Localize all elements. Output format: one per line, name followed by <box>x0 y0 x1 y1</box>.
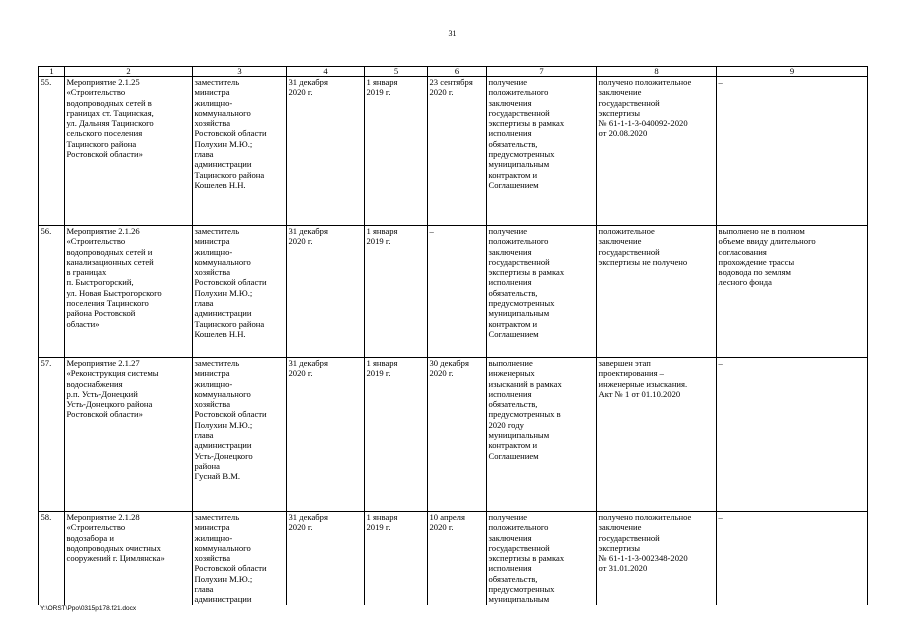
cell-text-line: глава <box>194 149 214 160</box>
cell-text-line: жилищно- <box>194 378 233 389</box>
cell-text-line: заместитель <box>194 512 240 522</box>
plan-end-cell <box>287 512 365 605</box>
cell-text-line: 31 декабря <box>288 226 328 236</box>
cell-text-line: 2020 г. <box>288 522 313 533</box>
cell-text-line: № 61-1-1-3-002348-2020 <box>598 553 688 564</box>
cell-text-line: положительное <box>598 226 655 236</box>
cell-text-line: предусмотренных <box>488 149 555 160</box>
cell-text-line: хозяйства <box>194 118 231 129</box>
cell-text-line: обязательств, <box>488 138 538 149</box>
fact-start-cell <box>365 512 428 605</box>
event-cell <box>65 512 193 605</box>
cell-text-line: Соглашением <box>488 179 539 190</box>
cell-text-line: коммунального <box>194 388 251 399</box>
problems-cell <box>717 512 868 605</box>
cell-text-line: водопроводных сетей и <box>66 246 153 257</box>
plan-end-cell <box>287 77 365 226</box>
cell-text-line: водопроводных сетей в <box>66 97 152 108</box>
column-header: 3 <box>193 67 287 77</box>
cell-text-line: коммунального <box>194 542 251 553</box>
cell-text-line: 2019 г. <box>366 236 391 247</box>
result-fact-cell <box>597 358 717 512</box>
cell-text-line: положительного <box>488 87 549 98</box>
responsible-cell <box>193 358 287 512</box>
cell-text-line: Ростовской области <box>194 277 267 288</box>
cell-text-line: хозяйства <box>194 267 231 278</box>
responsible-cell <box>193 512 287 605</box>
cell-text-line: заключение <box>598 87 642 98</box>
cell-text-line: – <box>718 358 723 368</box>
cell-text-line: водоснабжения <box>66 378 123 389</box>
cell-text-line: исполнения <box>488 388 532 399</box>
cell-text-line: – <box>718 512 723 522</box>
cell-text-line: района Ростовской <box>66 308 136 319</box>
result-fact-cell <box>597 226 717 358</box>
cell-text-line: Ростовской области» <box>66 409 143 420</box>
report-table <box>38 66 868 605</box>
plan-end-cell <box>287 226 365 358</box>
footer-file-path: Y:\ORST\Ppo\0315p178.f21.docx <box>40 605 137 612</box>
column-header: 7 <box>487 67 597 77</box>
cell-text-line: Полухин М.Ю.; <box>194 573 253 584</box>
cell-text-line: «Строительство <box>66 87 126 98</box>
fact-start-cell <box>365 226 428 358</box>
cell-text-line: министра <box>194 368 230 379</box>
cell-text-line: министра <box>194 87 230 98</box>
cell-text-line: – <box>429 226 434 236</box>
cell-text-line: Кошелев Н.Н. <box>194 328 246 339</box>
cell-text-line: выполнено не в полном <box>718 226 805 236</box>
table-row <box>39 77 868 226</box>
cell-text-line: коммунального <box>194 107 251 118</box>
fact-end-cell <box>428 358 487 512</box>
cell-text-line: государственной <box>488 256 550 267</box>
fact-end-cell <box>428 77 487 226</box>
problems-cell <box>717 226 868 358</box>
cell-text-line: в границах <box>66 267 107 278</box>
cell-text-line: государственной <box>488 107 550 118</box>
column-header: 9 <box>717 67 868 77</box>
cell-text-line: заключение <box>598 522 642 533</box>
cell-text-line: контрактом и <box>488 318 538 329</box>
cell-text-line: 2020 г. <box>429 368 454 379</box>
cell-text-line: Соглашением <box>488 450 539 461</box>
cell-text-line: получение <box>488 77 528 87</box>
cell-text-line: 2020 г. <box>288 236 313 247</box>
cell-text-line: предусмотренных <box>488 298 555 309</box>
cell-text-line: экспертизы <box>598 542 641 553</box>
cell-text-line: сооружений г. Цимлянска» <box>66 553 165 564</box>
result-fact-cell <box>597 77 717 226</box>
cell-text-line: 1 января <box>366 512 398 522</box>
problems-cell <box>717 77 868 226</box>
cell-text-line: государственной <box>598 532 660 543</box>
cell-text-line: 2020 г. <box>288 368 313 379</box>
cell-text-line: заключения <box>488 246 532 257</box>
cell-text-line: Тацинского района <box>66 138 137 149</box>
cell-text-line: Акт № 1 от 01.10.2020 <box>598 388 681 399</box>
result-plan-cell <box>487 512 597 605</box>
responsible-cell <box>193 226 287 358</box>
result-plan-cell <box>487 358 597 512</box>
cell-text-line: положительного <box>488 236 549 247</box>
table-row <box>39 358 868 512</box>
cell-text-line: № 61-1-1-3-040092-2020 <box>598 118 688 129</box>
fact-start-cell <box>365 358 428 512</box>
column-header: 2 <box>65 67 193 77</box>
cell-text-line: государственной <box>598 97 660 108</box>
cell-text-line: 31 декабря <box>288 77 328 87</box>
cell-text-line: государственной <box>598 246 660 257</box>
cell-text-line: Мероприятие 2.1.27 <box>66 358 140 368</box>
column-header: 6 <box>428 67 487 77</box>
column-header: 5 <box>365 67 428 77</box>
cell-text-line: экспертизы в рамках <box>488 118 565 129</box>
cell-text-line: коммунального <box>194 256 251 267</box>
cell-text-line: хозяйства <box>194 553 231 564</box>
cell-text-line: администрации <box>194 159 252 170</box>
cell-text-line: Мероприятие 2.1.26 <box>66 226 140 236</box>
cell-text-line: Соглашением <box>488 328 539 339</box>
cell-text-line: границах ст. Тацинская, <box>66 107 154 118</box>
cell-text-line: получено положительное <box>598 77 692 87</box>
cell-text-line: министра <box>194 522 230 533</box>
column-header: 8 <box>597 67 717 77</box>
cell-text-line: 1 января <box>366 358 398 368</box>
cell-text-line: Ростовской области <box>194 563 267 574</box>
row-number: 58. <box>39 512 65 605</box>
cell-text-line: предусмотренных в <box>488 409 561 420</box>
cell-text-line: глава <box>194 298 214 309</box>
cell-text-line: муниципальным <box>488 308 550 319</box>
cell-text-line: р.п. Усть-Донецкий <box>66 388 138 399</box>
cell-text-line: водовода по землям <box>718 267 791 278</box>
cell-text-line: получение <box>488 226 528 236</box>
cell-text-line: 2019 г. <box>366 368 391 379</box>
cell-text-line: экспертизы в рамках <box>488 267 565 278</box>
cell-text-line: Мероприятие 2.1.25 <box>66 77 140 87</box>
cell-text-line: заключение <box>598 236 642 247</box>
fact-end-cell <box>428 512 487 605</box>
cell-text-line: 23 сентября <box>429 77 473 87</box>
cell-text-line: экспертизы не получено <box>598 256 688 267</box>
cell-text-line: завершен этап <box>598 358 651 368</box>
cell-text-line: государственной <box>488 542 550 553</box>
cell-text-line: 1 января <box>366 226 398 236</box>
cell-text-line: проектирования – <box>598 368 664 379</box>
cell-text-line: муниципальным <box>488 159 550 170</box>
cell-text-line: жилищно- <box>194 246 233 257</box>
cell-text-line: района <box>194 460 220 471</box>
cell-text-line: экспертизы в рамках <box>488 553 565 564</box>
cell-text-line: водопроводных очистных <box>66 542 161 553</box>
cell-text-line: «Реконструкция системы <box>66 368 159 379</box>
page-number: 31 <box>448 29 457 38</box>
cell-text-line: инженерных <box>488 368 535 379</box>
cell-text-line: жилищно- <box>194 97 233 108</box>
cell-text-line: 10 апреля <box>429 512 465 522</box>
cell-text-line: экспертизы <box>598 107 641 118</box>
cell-text-line: положительного <box>488 522 549 533</box>
cell-text-line: обязательств, <box>488 287 538 298</box>
cell-text-line: Полухин М.Ю.; <box>194 419 253 430</box>
cell-text-line: Мероприятие 2.1.28 <box>66 512 140 522</box>
cell-text-line: п. Быстрогорский, <box>66 277 134 288</box>
row-number: 57. <box>39 358 65 512</box>
cell-text-line: Полухин М.Ю.; <box>194 138 253 149</box>
cell-text-line: заместитель <box>194 77 240 87</box>
cell-text-line: изысканий в рамках <box>488 378 562 389</box>
cell-text-line: прохождение трассы <box>718 256 795 267</box>
result-fact-cell <box>597 512 717 605</box>
cell-text-line: контрактом и <box>488 169 538 180</box>
column-header: 1 <box>39 67 65 77</box>
cell-text-line: получено положительное <box>598 512 692 522</box>
cell-text-line: исполнения <box>488 563 532 574</box>
cell-text-line: 2020 г. <box>429 87 454 98</box>
fact-end-cell <box>428 226 487 358</box>
cell-text-line: от 20.08.2020 <box>598 128 648 139</box>
cell-text-line: ул. Дальняя Тацинского <box>66 118 154 129</box>
cell-text-line: «Строительство <box>66 522 126 533</box>
cell-text-line: области» <box>66 318 100 329</box>
cell-text-line: водозабора и <box>66 532 114 543</box>
cell-text-line: канализационных сетей <box>66 256 154 267</box>
cell-text-line: исполнения <box>488 277 532 288</box>
cell-text-line: 31 декабря <box>288 512 328 522</box>
cell-text-line: хозяйства <box>194 399 231 410</box>
plan-end-cell <box>287 358 365 512</box>
cell-text-line: 2020 г. <box>288 87 313 98</box>
cell-text-line: муниципальным <box>488 594 550 605</box>
cell-text-line: заместитель <box>194 358 240 368</box>
cell-text-line: глава <box>194 430 214 441</box>
table-row <box>39 226 868 358</box>
cell-text-line: администрации <box>194 308 252 319</box>
cell-text-line: 2019 г. <box>366 87 391 98</box>
cell-text-line: Кошелев Н.Н. <box>194 179 246 190</box>
event-cell <box>65 226 193 358</box>
cell-text-line: инженерные изыскания. <box>598 378 688 389</box>
fact-start-cell <box>365 77 428 226</box>
result-plan-cell <box>487 226 597 358</box>
cell-text-line: Гуснай В.М. <box>194 471 241 482</box>
cell-text-line: объеме ввиду длительного <box>718 236 816 247</box>
event-cell <box>65 77 193 226</box>
row-number: 55. <box>39 77 65 226</box>
column-header: 4 <box>287 67 365 77</box>
cell-text-line: 2020 г. <box>429 522 454 533</box>
cell-text-line: Полухин М.Ю.; <box>194 287 253 298</box>
cell-text-line: ул. Новая Быстрогорского <box>66 287 162 298</box>
cell-text-line: поселения Тацинского <box>66 298 149 309</box>
problems-cell <box>717 358 868 512</box>
cell-text-line: Усть-Донецкого <box>194 450 253 461</box>
table-row <box>39 512 868 605</box>
column-number-row <box>39 67 868 77</box>
cell-text-line: администрации <box>194 440 252 451</box>
cell-text-line: Ростовской области» <box>66 149 143 160</box>
cell-text-line: предусмотренных <box>488 584 555 595</box>
cell-text-line: администрации <box>194 594 252 605</box>
cell-text-line: исполнения <box>488 128 532 139</box>
cell-text-line: обязательств, <box>488 399 538 410</box>
cell-text-line: Усть-Донецкого района <box>66 399 153 410</box>
cell-text-line: выполнение <box>488 358 533 368</box>
cell-text-line: 30 декабря <box>429 358 469 368</box>
cell-text-line: согласования <box>718 246 767 257</box>
cell-text-line: – <box>718 77 723 87</box>
cell-text-line: обязательств, <box>488 573 538 584</box>
cell-text-line: 2020 году <box>488 419 524 430</box>
cell-text-line: заключения <box>488 97 532 108</box>
table-body <box>39 77 868 605</box>
cell-text-line: 31 декабря <box>288 358 328 368</box>
cell-text-line: 2019 г. <box>366 522 391 533</box>
cell-text-line: заключения <box>488 532 532 543</box>
cell-text-line: Ростовской области <box>194 409 267 420</box>
cell-text-line: министра <box>194 236 230 247</box>
cell-text-line: жилищно- <box>194 532 233 543</box>
cell-text-line: глава <box>194 584 214 595</box>
cell-text-line: «Строительство <box>66 236 126 247</box>
cell-text-line: муниципальным <box>488 430 550 441</box>
cell-text-line: Тацинского района <box>194 318 265 329</box>
cell-text-line: сельского поселения <box>66 128 143 139</box>
cell-text-line: контрактом и <box>488 440 538 451</box>
cell-text-line: Ростовской области <box>194 128 267 139</box>
cell-text-line: Тацинского района <box>194 169 265 180</box>
result-plan-cell <box>487 77 597 226</box>
cell-text-line: от 31.01.2020 <box>598 563 648 574</box>
responsible-cell <box>193 77 287 226</box>
cell-text-line: заместитель <box>194 226 240 236</box>
event-cell <box>65 358 193 512</box>
row-number: 56. <box>39 226 65 358</box>
cell-text-line: получение <box>488 512 528 522</box>
cell-text-line: 1 января <box>366 77 398 87</box>
cell-text-line: лесного фонда <box>718 277 772 288</box>
